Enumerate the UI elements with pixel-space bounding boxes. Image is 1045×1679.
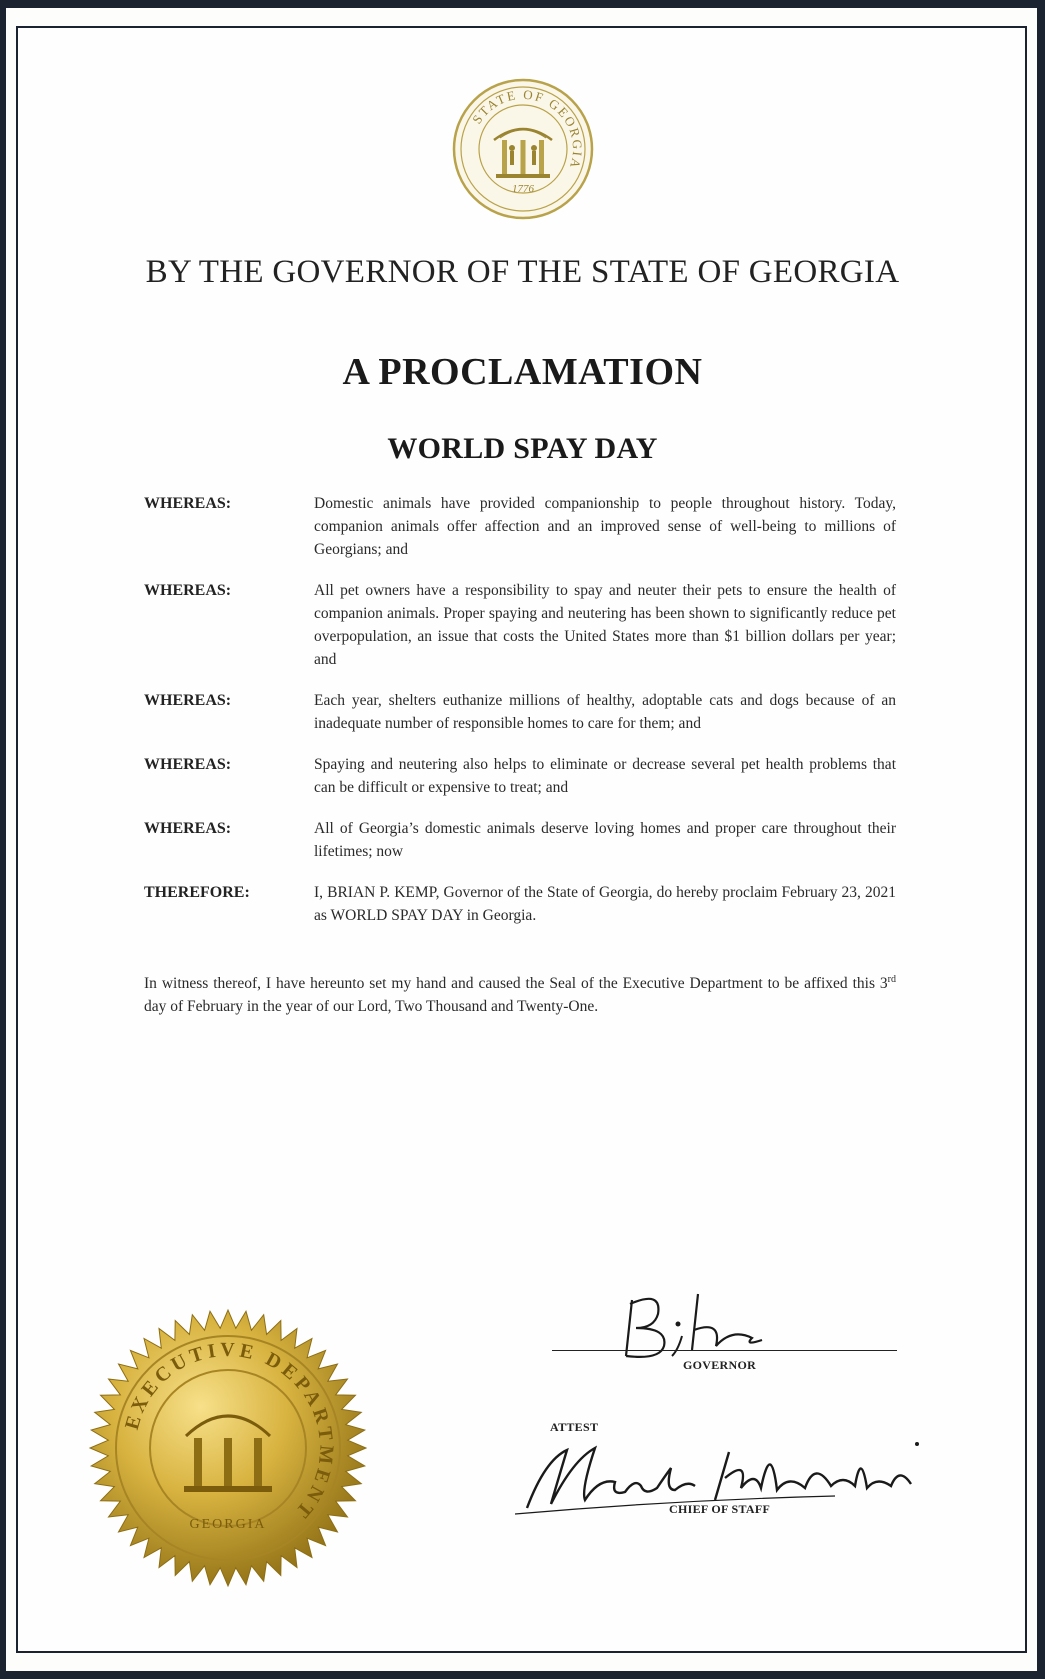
attest-label: ATTEST — [550, 1420, 599, 1434]
clause-label: WHEREAS: — [144, 756, 232, 773]
clause-label: WHEREAS: — [144, 582, 232, 599]
proclamation-heading: BY THE GOVERNOR OF THE STATE OF GEORGIA — [145, 254, 900, 290]
clause-text: I, BRIAN P. KEMP, Governor of the State of Georgia, do hereby proclaim February 23, 2021 as WORLD SPAY DAY in Georgia. — [314, 884, 896, 924]
clause-text: All pet owners have a responsibility to spay and neuter their pets to ensure the health of companion animals. Proper spaying and neutering has been shown to significantly reduce pet overpopulation, an issue that costs the United States more than $1 billion dollars per year; and — [314, 582, 896, 668]
clause-text: Domestic animals have provided companionship to people throughout history. Today, companion animals offer affection and an improved sense of well-being to millions of Georgians; and — [314, 495, 896, 558]
witness-text-before: In witness thereof, I have hereunto set my hand and caused the Seal of the Executive Department to be affixed this 3 — [144, 975, 888, 992]
governor-label: GOVERNOR — [683, 1358, 757, 1372]
executive-seal-image — [86, 1306, 370, 1590]
gold-seal-bottom-text: GEORGIA — [189, 1517, 267, 1532]
clause — [144, 492, 896, 561]
svg-text:EXECUTIVE DEPARTMENT: EXECUTIVE DEPARTMENT — [120, 1338, 338, 1525]
clause-text: Spaying and neutering also helps to eliminate or decrease several pet health problems that can be difficult or expensive to treat; and — [314, 756, 896, 796]
clause — [144, 753, 896, 799]
clause-label: WHEREAS: — [144, 495, 232, 512]
clause-label: WHEREAS: — [144, 692, 232, 709]
chief-of-staff-label: CHIEF OF STAFF — [669, 1502, 771, 1516]
clause — [144, 579, 896, 671]
clause — [144, 689, 896, 735]
governor-signature-line — [552, 1350, 897, 1351]
seal-year: 1776 — [512, 183, 534, 195]
witness-ordinal: rd — [887, 973, 896, 985]
witness-text-after: day of February in the year of our Lord, Two Thousand and Twenty-One. — [144, 998, 599, 1015]
proclamation-subtitle: WORLD SPAY DAY — [387, 432, 658, 465]
svg-text:STATE OF GEORGIA: STATE OF GEORGIA — [469, 86, 586, 172]
clause-text: All of Georgia’s domestic animals deserve loving homes and proper care throughout their lifetimes; now — [314, 820, 896, 860]
clauses-list — [144, 492, 896, 945]
witness-paragraph — [144, 972, 896, 1018]
clause-text: Each year, shelters euthanize millions of healthy, adoptable cats and dogs because of an inadequate number of responsible homes to care for them; and — [314, 692, 896, 732]
clause — [144, 817, 896, 863]
clause — [144, 881, 896, 927]
clause-label: WHEREAS: — [144, 820, 232, 837]
proclamation-title: A PROCLAMATION — [342, 351, 703, 393]
clause-label: THEREFORE: — [144, 884, 250, 901]
state-seal-image — [452, 78, 594, 220]
